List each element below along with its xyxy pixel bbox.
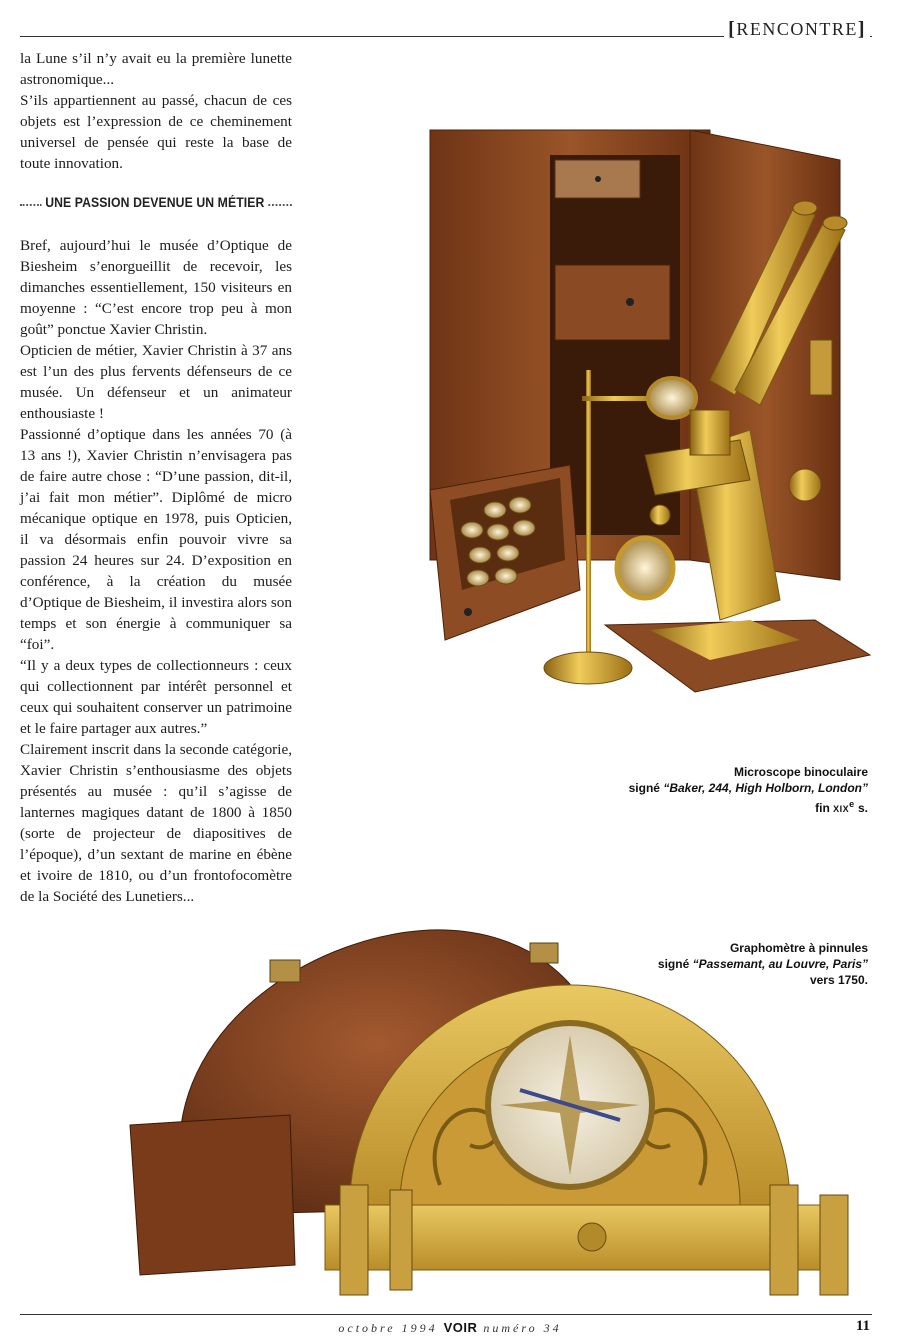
condenser-lens xyxy=(648,378,696,418)
section-label: RENCONTRE xyxy=(736,19,858,39)
paragraph-intro: la Lune s’il n’y avait eu la première lunette astronomique... xyxy=(20,50,292,88)
objective-7 xyxy=(497,545,519,561)
graphometer-caption-date: vers 1750. xyxy=(809,973,868,987)
objective-2 xyxy=(509,497,531,513)
microscope-signature: “Baker, 244, High Holborn, London” xyxy=(663,781,868,795)
footer-issue: numéro 34 xyxy=(483,1321,562,1335)
objective-9 xyxy=(495,568,517,584)
case-clasp-right xyxy=(530,943,558,963)
footer-brand: VOIR xyxy=(443,1320,478,1335)
focus-knob xyxy=(789,469,821,501)
objective-6 xyxy=(469,547,491,563)
stand-rod xyxy=(586,370,591,660)
pinnule-left-2 xyxy=(390,1190,412,1290)
paragraph-passion: Passionné d’optique dans les années 70 (à 13 ans !), Xavier Christin n’envisagera pas de faire autre chose : “D’une passion, dit-il, j’ai fait mon métier”. Diplômé de micro mécanique optique en 1978, puis Opticien, il va désormais enfin pouvoir vivre sa passion 24 heures sur 24. D’exposition en conférence, à la création du musée d’Optique de Biesheim, il investira alors son temps et son énergie à communiquer sa “foi”. xyxy=(20,426,292,653)
microscope-caption-signed xyxy=(629,780,868,796)
objective-8 xyxy=(467,570,489,586)
graphometer-signed-prefix: signé xyxy=(657,957,693,971)
objective-5 xyxy=(513,520,535,536)
bottom-rule xyxy=(20,1314,872,1315)
section-tag xyxy=(724,18,870,41)
case-block xyxy=(130,1115,295,1275)
subheading-dots-right xyxy=(268,204,291,206)
stand-base xyxy=(544,652,632,684)
microscope-photo xyxy=(420,120,880,700)
pinnule-right-2 xyxy=(820,1195,848,1295)
subheading-text: UNE PASSION DEVENUE UN MÉTIER xyxy=(45,195,265,210)
section-bracket-close: ] xyxy=(857,18,866,40)
bar-center-screw xyxy=(578,1223,606,1251)
objective-1 xyxy=(484,502,506,518)
pinnule-right xyxy=(770,1185,798,1295)
microscope-date-prefix: fin xyxy=(815,801,834,815)
paragraph-objects: Clairement inscrit dans la seconde catégorie, Xavier Christin s’enthousiasme des objets présentés au musée : qu’il s’agisse de lanternes magiques datant de 1800 à 1850 (sorte de projecteur de diapositives de l’époque), d’un sextant de marine en ébène et ivoire de 1810, ou d’un frontofocomètre de la Société des Lunetiers... xyxy=(20,741,292,905)
graphometer-signature: “Passemant, au Louvre, Paris” xyxy=(692,957,868,971)
article-column xyxy=(20,48,292,907)
paragraph-optician: Opticien de métier, Xavier Christin à 37 ans est l’un des plus fervents défenseurs de ce musée. Un défenseur et un animateur enthousiaste ! xyxy=(20,342,292,422)
drawer-knob xyxy=(595,176,601,182)
microscope-signed-prefix: signé xyxy=(628,781,664,795)
footer-date: octobre 1994 xyxy=(338,1321,438,1335)
box-knob xyxy=(464,608,472,616)
section-bracket-open: [ xyxy=(728,18,737,40)
paragraph-visitors: Bref, aujourd’hui le musée d’Optique de Biesheim s’enorgueillit de recevoir, les dimanches essentiellement, 150 visiteurs en moyenne : “C’est encore trop peu à mon goût” ponctue Xavier Christin. xyxy=(20,237,292,338)
paragraph-collectors: “Il y a deux types de collectionneurs : ceux qui collectionnent par intérêt personnel et ceux qui souhaitent conserver un patrimoine et le faire partager aux autres.” xyxy=(20,657,292,737)
objective-nose xyxy=(690,410,730,455)
subheading xyxy=(20,192,290,213)
cabinet-drawer-mid xyxy=(555,265,670,340)
objective-3 xyxy=(461,522,483,538)
microscope-century-suffix: e xyxy=(849,799,855,809)
graphometer-caption-title: Graphomètre à pinnules xyxy=(729,941,868,955)
microscope-caption xyxy=(629,764,868,817)
case-clasp-left xyxy=(270,960,300,982)
paragraph-past: S’ils appartiennent au passé, chacun de ces objets est l’expression de ce cheminement universel de pensée qui reste la base de toute innovation. xyxy=(20,92,292,172)
eyepiece-left xyxy=(793,201,817,215)
microscope-century: XIX xyxy=(833,804,850,814)
mirror xyxy=(617,538,673,598)
graphometer-photo xyxy=(120,915,870,1310)
page-number: 11 xyxy=(855,1318,870,1334)
door-hinge xyxy=(810,340,832,395)
microscope-caption-date xyxy=(629,796,868,817)
microscope-caption-title: Microscope binoculaire xyxy=(733,765,868,779)
eyepiece-right xyxy=(823,216,847,230)
microscope-date-end: s. xyxy=(854,801,868,815)
fine-focus-knob xyxy=(650,505,670,525)
subheading-dots-left xyxy=(20,204,42,206)
objective-4 xyxy=(487,524,509,540)
footer xyxy=(0,1320,900,1336)
pinnule-left xyxy=(340,1185,368,1295)
drawer-knob-2 xyxy=(626,298,634,306)
